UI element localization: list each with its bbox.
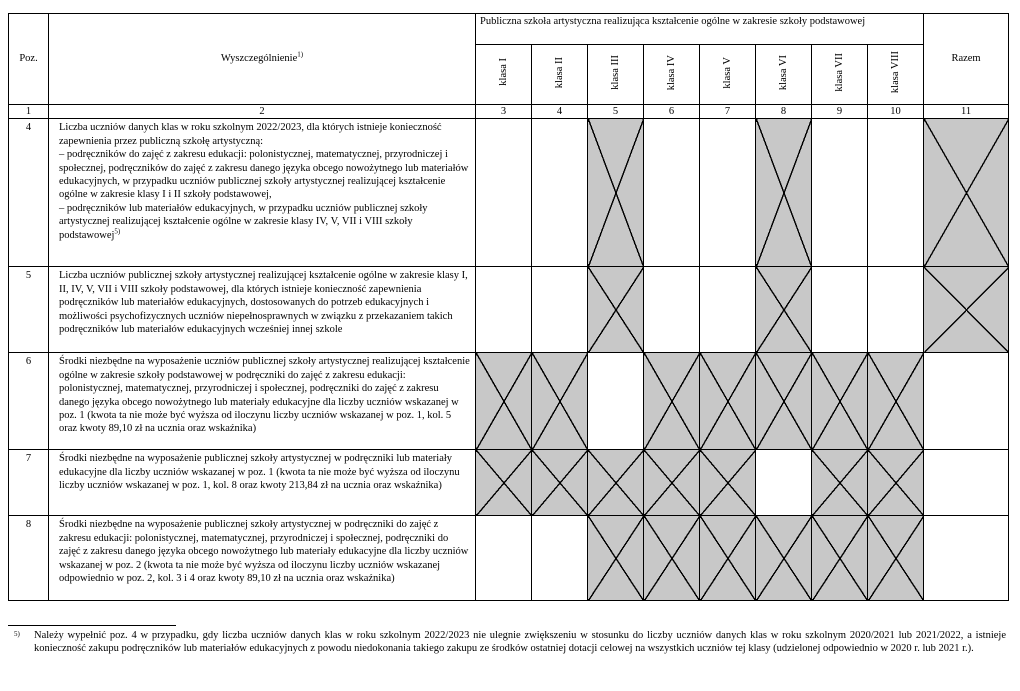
description-text: Środki niezbędne na wyposażenie publicznej szkoły artystycznej w podręczniki do zajęć z zakresu edukacji: polonistycznej, matematycznej, przyrodniczej i społecznej, podręczniki do zajęć z zakresu danego języka obcego nowożytnego lub materiały edukacyjne dla liczby uczniów wskazanej w poz. 2 (kwota ta nie może być wyższa od iloczynu liczby uczniów wskazanej odpowiednio w poz. 2, kol. 3 i 4 oraz kwoty 89,10 zł na ucznia oraz wskaźnika) xyxy=(59,519,469,585)
class-input-cell[interactable] xyxy=(476,119,532,267)
crossed-out-cell xyxy=(476,353,532,450)
crossed-out-cell xyxy=(756,119,812,267)
class-input-cell[interactable] xyxy=(644,267,700,353)
class-input-cell[interactable] xyxy=(532,119,588,267)
header-class-2 xyxy=(532,45,588,105)
crossed-out-cell xyxy=(924,119,1009,267)
footnote-mark: 5) xyxy=(14,630,20,638)
description-paragraph xyxy=(59,202,471,242)
row-description xyxy=(49,353,476,450)
class-input-cell[interactable] xyxy=(476,516,532,601)
header-class-4 xyxy=(644,45,700,105)
footnote-separator xyxy=(8,625,176,626)
header-class-label: klasa I xyxy=(497,58,509,87)
total-input-cell[interactable] xyxy=(924,516,1009,601)
crossed-out-cell xyxy=(812,450,868,516)
crossed-out-cell xyxy=(588,450,644,516)
crossed-out-cell xyxy=(588,516,644,601)
table-row xyxy=(9,450,1009,516)
column-number: 9 xyxy=(812,105,868,119)
crossed-out-cell xyxy=(924,267,1009,353)
table-row xyxy=(9,267,1009,353)
crossed-out-cell xyxy=(588,267,644,353)
crossed-out-cell xyxy=(476,450,532,516)
header-school-group: Publiczna szkoła artystyczna realizująca kształcenie ogólne w zakresie szkoły podstawowej xyxy=(476,14,924,45)
description-paragraph xyxy=(59,452,471,492)
crossed-out-cell xyxy=(868,450,924,516)
header-class-label: klasa III xyxy=(609,54,621,90)
description-text: Środki niezbędne na wyposażenie uczniów publicznej szkoły artystycznej realizującej kształcenie ogólne w zakresie szkoły podstawowej w podręczniki do zajęć z zakresu edukacji: polonistycznej, matematycznej, przyrodniczej i społecznej, podręczniki do zajęć z zakresu danego języka obcego nowożytnego lub materiały edukacyjne dla liczby uczniów wskazanej w poz. 1 (kwota ta nie może być wyższa od iloczynu liczby uczniów wskazanej w poz. 1, kol. 5 oraz kwoty 89,10 zł na ucznia oraz wskaźnika) xyxy=(59,356,470,435)
crossed-out-cell xyxy=(868,516,924,601)
header-class-3 xyxy=(588,45,644,105)
description-text: – podręczników lub materiałów edukacyjnych, w przypadku uczniów publicznej szkoły artystycznej realizującej kształcenie ogólne w zakresie klasy IV, V, VII i VIII szkoły podstawowej xyxy=(59,202,428,241)
crossed-out-cell xyxy=(812,353,868,450)
row-position: 7 xyxy=(9,450,49,516)
header-class-label: klasa II xyxy=(553,56,565,88)
description-text: Liczba uczniów danych klas w roku szkolnym 2022/2023, dla których istnieje konieczność zapewnienia przez publiczną szkołę artystyczną: xyxy=(59,122,442,147)
header-class-8 xyxy=(868,45,924,105)
class-input-cell[interactable] xyxy=(868,119,924,267)
table-row xyxy=(9,516,1009,601)
class-input-cell[interactable] xyxy=(812,119,868,267)
crossed-out-cell xyxy=(812,516,868,601)
row-position: 4 xyxy=(9,119,49,267)
table-row xyxy=(9,119,1009,267)
crossed-out-cell xyxy=(756,267,812,353)
header-spec xyxy=(49,14,476,105)
description-text: – podręczników do zajęć z zakresu edukacji: polonistycznej, matematycznej, przyrodniczej i społecznej, podręczników do zajęć z zakresu danego języka obcego nowożytnego lub materiałów edukacyjnych, w przypadku uczniów publicznej szkoły artystycznej realizującej kształcenie ogólne w zakresie klasy I i II szkoły podstawowej, xyxy=(59,149,469,201)
description-paragraph xyxy=(59,121,471,148)
header-class-label: klasa VI xyxy=(777,54,789,90)
description-text: Środki niezbędne na wyposażenie publicznej szkoły artystycznej w podręczniki lub materiały edukacyjne dla liczby uczniów wskazanej w poz. 1 (kwota ta nie może być wyższa od iloczynu liczby uczniów wskazanej w poz. 1, kol. 8 oraz kwoty 213,84 zł na ucznia oraz wskaźnika) xyxy=(59,453,460,492)
header-class-1 xyxy=(476,45,532,105)
column-number: 5 xyxy=(588,105,644,119)
column-number: 2 xyxy=(49,105,476,119)
class-input-cell[interactable] xyxy=(700,267,756,353)
crossed-out-cell xyxy=(756,516,812,601)
description-paragraph xyxy=(59,518,471,585)
header-class-label: klasa VII xyxy=(833,53,845,92)
crossed-out-cell xyxy=(532,450,588,516)
crossed-out-cell xyxy=(588,119,644,267)
row-position: 8 xyxy=(9,516,49,601)
crossed-out-cell xyxy=(756,353,812,450)
crossed-out-cell xyxy=(644,516,700,601)
header-class-label: klasa IV xyxy=(665,54,677,90)
column-number-row xyxy=(9,105,1009,119)
header-class-6 xyxy=(756,45,812,105)
crossed-out-cell xyxy=(532,353,588,450)
header-class-7 xyxy=(812,45,868,105)
footnote xyxy=(14,629,1006,656)
class-input-cell[interactable] xyxy=(476,267,532,353)
row-description xyxy=(49,516,476,601)
header-row-1 xyxy=(9,14,1009,45)
crossed-out-cell xyxy=(700,516,756,601)
class-input-cell[interactable] xyxy=(644,119,700,267)
crossed-out-cell xyxy=(700,353,756,450)
row-description xyxy=(49,267,476,353)
column-number: 8 xyxy=(756,105,812,119)
column-number: 10 xyxy=(868,105,924,119)
header-total: Razem xyxy=(924,14,1009,105)
row-description xyxy=(49,450,476,516)
header-spec-footnote-mark: 1) xyxy=(297,50,304,59)
table-row xyxy=(9,353,1009,450)
class-input-cell[interactable] xyxy=(700,119,756,267)
crossed-out-cell xyxy=(868,353,924,450)
description-paragraph xyxy=(59,355,471,435)
total-input-cell[interactable] xyxy=(924,353,1009,450)
header-class-label: klasa V xyxy=(721,56,733,89)
column-number: 11 xyxy=(924,105,1009,119)
description-paragraph xyxy=(59,148,471,202)
class-input-cell[interactable] xyxy=(532,267,588,353)
crossed-out-cell xyxy=(644,353,700,450)
class-input-cell[interactable] xyxy=(588,353,644,450)
class-input-cell[interactable] xyxy=(812,267,868,353)
row-position: 6 xyxy=(9,353,49,450)
row-description xyxy=(49,119,476,267)
row-position: 5 xyxy=(9,267,49,353)
column-number: 3 xyxy=(476,105,532,119)
footnote-reference: 5) xyxy=(114,227,121,236)
footnote-text: Należy wypełnić poz. 4 w przypadku, gdy liczba uczniów danych klas w roku szkolnym 2022/2023 nie ulegnie zwiększeniu w stosunku do liczby uczniów danych klas w roku szkolnym 2020/2021 lub 2021/2022, a istnieje konieczność zakupu podręczników lub materiałów edukacyjnych z powodu niedokonania takiego zakupu ze środków ostatniej dotacji celowej na wszystkich uczniów tej klasy (udzielonej odpowiednio w 2020 r. lub 2021 r.). xyxy=(34,630,1006,655)
description-paragraph xyxy=(59,269,471,336)
column-number: 1 xyxy=(9,105,49,119)
subsidy-table xyxy=(8,13,1009,601)
header-class-5 xyxy=(700,45,756,105)
description-text: Liczba uczniów publicznej szkoły artystycznej realizującej kształcenie ogólne w zakresie klasy I, II, IV, V, VII i VIII szkoły podstawowej, dla których istnieje konieczność zapewnienia podręczników lub materiałów edukacyjnych, dostosowanych do potrzeb edukacyjnych i możliwości psychofizycznych uczniów niepełnosprawnych w związku z przekazaniem takich podręczników lub materiałów edukacyjnych wcześniej innej szkole xyxy=(59,270,468,336)
crossed-out-cell xyxy=(644,450,700,516)
column-number: 4 xyxy=(532,105,588,119)
header-poz: Poz. xyxy=(9,14,49,105)
total-input-cell[interactable] xyxy=(924,450,1009,516)
column-number: 7 xyxy=(700,105,756,119)
class-input-cell[interactable] xyxy=(868,267,924,353)
class-input-cell[interactable] xyxy=(532,516,588,601)
class-input-cell[interactable] xyxy=(756,450,812,516)
header-class-label: klasa VIII xyxy=(889,51,901,94)
header-spec-text: Wyszczególnienie xyxy=(220,53,298,65)
crossed-out-cell xyxy=(700,450,756,516)
column-number: 6 xyxy=(644,105,700,119)
